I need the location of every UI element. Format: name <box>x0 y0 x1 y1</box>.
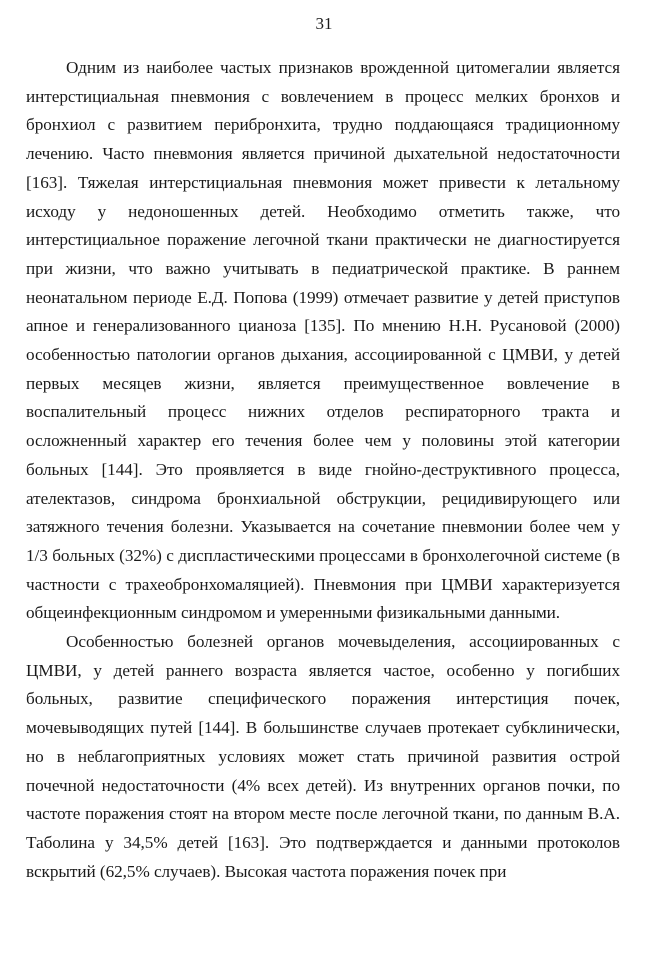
page-number: 31 <box>315 14 333 33</box>
paragraph-urinary: Особенностью болезней органов мочевыделения, ассоциированных с ЦМВИ, у детей раннего возраста является частое, особенно у погибших больных, развитие специфического поражения интерстиция почек, мочевыводящих путей [144]. В большинстве случаев протекает субклинически, но в неблагоприятных условиях может стать причиной развития острой почечной недостаточности (4% всех детей). Из внутренних органов почки, по частоте поражения стоят на втором месте после легочной ткани, по данным В.А. Таболина у 34,5% детей [163]. Это подтверждается и данными протоколов вскрытий (62,5% случаев). Высокая частота поражения почек при <box>26 632 620 881</box>
body-text <box>26 54 620 886</box>
paragraph-respiratory: Одним из наиболее частых признаков врожденной цитомегалии является интерстициальная пневмония с вовлечением в процесс мелких бронхов и бронхиол с развитием перибронхита, трудно поддающаяся традиционному лечению. Часто пневмония является причиной дыхательной недостаточности [163]. Тяжелая интерстициальная пневмония может привести к летальному исходу у недоношенных детей. Необходимо отметить также, что интерстициальное поражение легочной ткани практически не диагностируется при жизни, что важно учитывать в педиатрической практике. В раннем неонатальном периоде Е.Д. Попова (1999) отмечает развитие у детей приступов апное и генерализованного цианоза [135]. По мнению Н.Н. Русановой (2000) особенностью патологии органов дыхания, ассоциированной с ЦМВИ, у детей первых месяцев жизни, является преимущественное вовлечение в воспалительный процесс нижних отделов респираторного тракта и осложненный характер его течения более чем у половины этой категории больных [144]. Это проявляется в виде гнойно-деструктивного процесса, ателектазов, синдрома бронхиальной обструкции, рецидивирующего или затяжного течения болезни. Указывается на сочетание пневмонии более чем у 1/3 больных (32%) с диспластическими процессами в бронхолегочной системе (в частности с трахеобронхомаляцией). Пневмония при ЦМВИ характеризуется общеинфекционным синдромом и умеренными физикальными данными. <box>26 58 620 623</box>
